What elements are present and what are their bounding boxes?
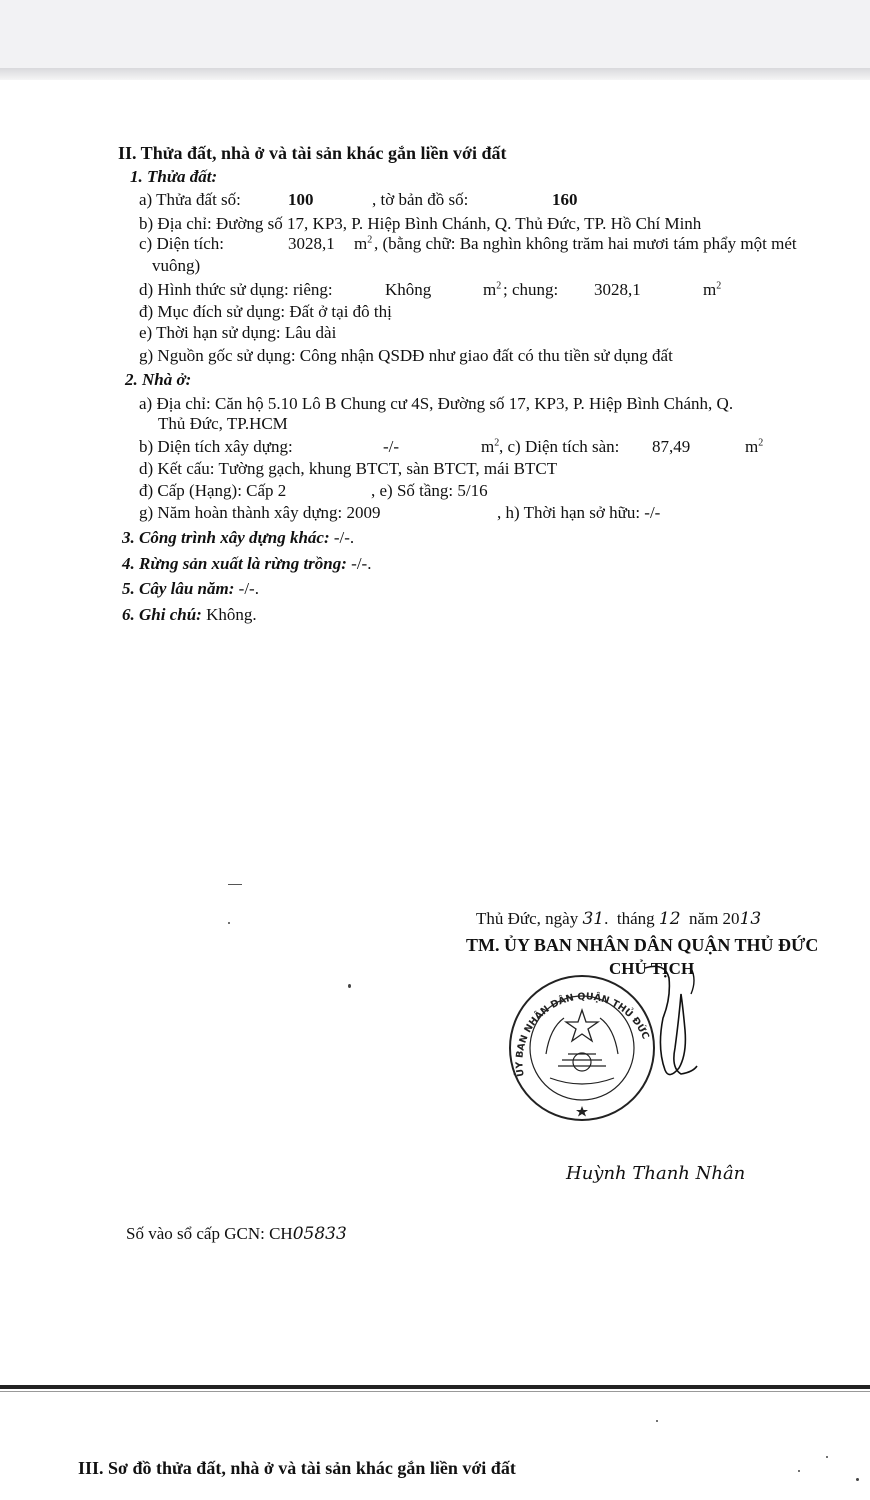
land-area-value: 3028,1 <box>288 234 335 253</box>
land-area-words-cont: vuông) <box>152 256 201 275</box>
house-ownership-term: , h) Thời hạn sở hữu: -/- <box>497 503 661 522</box>
sign-date: Thủ Đức, ngày 31. tháng 12 năm 2013 <box>476 909 762 929</box>
other-works: 3. Công trình xây dựng khác: -/-. <box>122 528 355 547</box>
house-grade: đ) Cấp (Hạng): Cấp 2 <box>139 481 287 500</box>
house-floors: , e) Số tầng: 5/16 <box>371 481 488 500</box>
land-use-shared-label: ; chung: <box>503 280 559 299</box>
house-build-area-unit: $m^2$ <box>481 437 500 456</box>
perennial-trees: 5. Cây lâu năm: -/-. <box>122 579 259 598</box>
land-use-shared: 3028,1 <box>594 280 641 299</box>
scan-speck <box>348 984 351 988</box>
land-parcel-label: a) Thửa đất số: <box>139 190 241 209</box>
scan-speck <box>826 1456 828 1458</box>
house-build-area-value: -/- <box>383 437 400 456</box>
production-forest: 4. Rừng sản xuất là rừng trồng: -/-. <box>122 554 372 573</box>
land-area-words: , (bằng chữ: Ba nghìn không trăm hai mươi tám phẩy một mét <box>374 234 797 253</box>
house-floor-area-unit: $m^2$ <box>745 437 764 456</box>
page-edge-shadow <box>0 68 870 80</box>
top-margin <box>0 0 870 68</box>
signer-title: CHỦ TỊCH <box>609 959 695 978</box>
land-map-number: 160 <box>552 190 578 209</box>
scan-speck <box>656 1420 658 1422</box>
land-use-shared-unit: $m^2$ <box>703 280 722 299</box>
authority: TM. ỦY BAN NHÂN DÂN QUẬN THỦ ĐỨC <box>466 935 819 955</box>
land-area-unit: $m^2$ <box>354 234 373 253</box>
land-address: b) Địa chỉ: Đường số 17, KP3, P. Hiệp Bình Chánh, Q. Thủ Đức, TP. Hồ Chí Minh <box>139 214 702 233</box>
section-3-heading: III. Sơ đồ thửa đất, nhà ở và tài sản khác gắn liền với đất <box>78 1458 516 1478</box>
section-2-heading: II. Thửa đất, nhà ở và tài sản khác gắn liền với đất <box>118 143 507 163</box>
land-parcel-number: 100 <box>288 190 314 209</box>
land-title: 1. Thửa đất: <box>130 167 218 186</box>
land-origin: g) Nguồn gốc sử dụng: Công nhận QSDĐ như giao đất có thu tiền sử dụng đất <box>139 346 673 365</box>
house-floor-area-value: 87,49 <box>652 437 691 456</box>
signer-name: Huỳnh Thanh Nhân <box>566 1163 746 1184</box>
land-area-label: c) Diện tích: <box>139 234 224 253</box>
land-map-label: , tờ bản đồ số: <box>372 190 469 209</box>
register-number: Số vào sổ cấp GCN: CH05833 <box>126 1224 347 1244</box>
seal-text: ỦY BAN NHÂN DÂN QUẬN THỦ ĐỨC <box>514 991 651 1078</box>
scan-mark <box>228 884 242 885</box>
house-structure: d) Kết cấu: Tường gạch, khung BTCT, sàn BTCT, mái BTCT <box>139 459 558 478</box>
notes: 6. Ghi chú: Không. <box>122 605 257 624</box>
land-purpose: đ) Mục đích sử dụng: Đất ở tại đô thị <box>139 302 392 321</box>
signature-icon <box>635 958 705 1088</box>
house-floor-area-label: , c) Diện tích sàn: <box>499 437 620 456</box>
scan-speck <box>798 1470 800 1472</box>
land-use-private-unit: $m^2$ <box>483 280 502 299</box>
house-completion-year: g) Năm hoàn thành xây dựng: 2009 <box>139 503 381 522</box>
land-term: e) Thời hạn sử dụng: Lâu dài <box>139 323 337 342</box>
land-use-form-label: d) Hình thức sử dụng: riêng: <box>139 280 333 299</box>
scan-speck <box>856 1478 859 1481</box>
section-divider-thin <box>0 1391 870 1392</box>
section-divider <box>0 1385 870 1389</box>
house-address-cont: Thủ Đức, TP.HCM <box>158 414 288 433</box>
land-use-private: Không <box>385 280 432 299</box>
house-title: 2. Nhà ở: <box>125 370 192 389</box>
house-address: a) Địa chỉ: Căn hộ 5.10 Lô B Chung cư 4S, Đường số 17, KP3, P. Hiệp Bình Chánh, Q. <box>139 394 734 413</box>
house-build-area-label: b) Diện tích xây dựng: <box>139 437 293 456</box>
scan-speck <box>228 922 230 924</box>
